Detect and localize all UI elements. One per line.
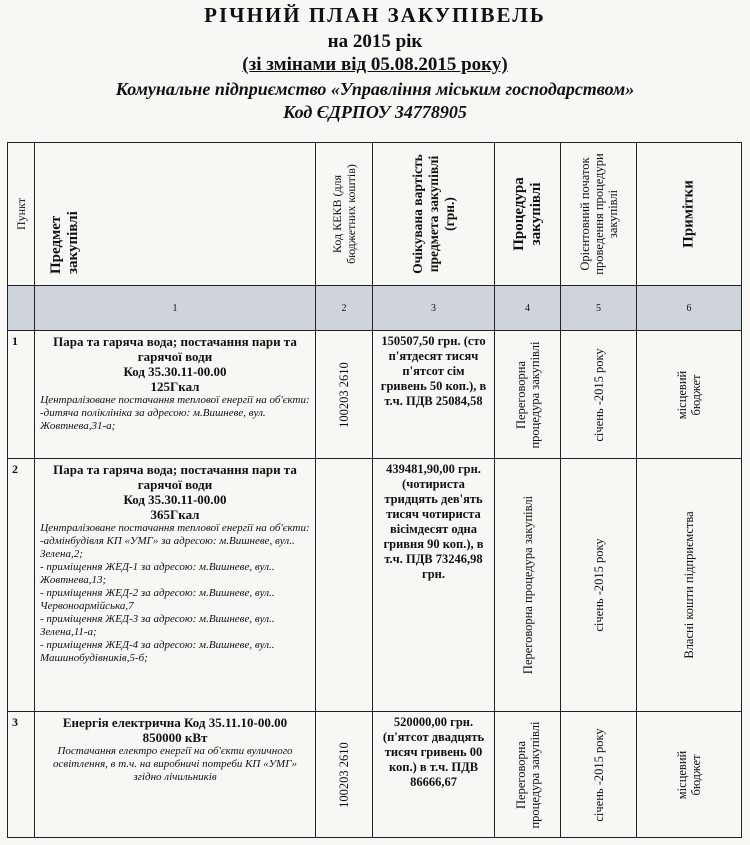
column-number-row <box>8 286 742 331</box>
row-subject <box>35 712 316 838</box>
table-header-row <box>8 143 742 286</box>
subject-code: Код 35.30.11-00.00 <box>123 364 227 379</box>
row-procedure: Переговорна процедура закупівлі <box>495 331 561 459</box>
row-kekv <box>316 459 373 712</box>
row-start: січень -2015 року <box>561 712 637 838</box>
subject-quantity: 125Гкал <box>150 379 200 394</box>
row-procedure: Переговорна процедура закупівлі <box>495 459 561 712</box>
row-notes: Власні кошти підприємства <box>637 459 742 712</box>
row-notes: місцевий бюджет <box>637 331 742 459</box>
column-header: Примітки <box>637 143 742 286</box>
subject-name: Пара та гаряча вода; постачання пари та гарячої води <box>53 334 297 364</box>
organization-name: Комунальне підприємство «Управління міським господарством» <box>115 79 635 99</box>
document-changes: (зі змінами від 05.08.2015 року) <box>242 54 508 75</box>
column-header: Код КЕКВ (для бюджетних коштів) <box>316 143 373 286</box>
row-number: 1 <box>8 331 35 459</box>
column-number: 6 <box>637 286 742 331</box>
subject-address: - приміщення ЖЕД-1 за адресою: м.Вишневе, вул.. Жовтнева,13; <box>40 561 275 586</box>
subject-description: Централізоване постачання теплової енергії на об'єкти: <box>40 522 310 534</box>
subject-address: - приміщення ЖЕД-4 за адресою: м.Вишневе, вул.. Машинобудівників,5-б; <box>40 639 275 664</box>
row-cost: 520000,00 грн. (п'ятсот двадцять тисяч гривень 00 коп.) в т.ч. ПДВ 86666,67 <box>373 712 495 838</box>
row-notes: місцевий бюджет <box>637 712 742 838</box>
subject-address: -дитяча поліклініка за адресою: м.Вишневе, вул. Жовтнева,31-а; <box>40 407 266 432</box>
row-kekv: 100203 2610 <box>316 331 373 459</box>
column-header: Процедура закупівлі <box>495 143 561 286</box>
column-header: Предмет закупівлі <box>35 143 316 286</box>
subject-address: - приміщення ЖЕД-2 за адресою: м.Вишневе, вул.. Червоноармійська,7 <box>40 587 275 612</box>
column-number: 1 <box>35 286 316 331</box>
subject-quantity: 365Гкал <box>150 507 200 522</box>
column-header: Очікувана вартість предмета закупівлі (грн.) <box>373 143 495 286</box>
subject-quantity: 850000 кВт <box>142 730 208 745</box>
table-row <box>8 459 742 712</box>
subject-name: Пара та гаряча вода; постачання пари та гарячої води <box>53 462 297 492</box>
column-number: 5 <box>561 286 637 331</box>
row-cost: 150507,50 грн. (сто п'ятдесят тисяч п'ятсот сім гривень 50 коп.), в т.ч. ПДВ 25084,58 <box>373 331 495 459</box>
row-procedure: Переговорна процедура закупівлі <box>495 712 561 838</box>
column-number: 4 <box>495 286 561 331</box>
row-number: 3 <box>8 712 35 838</box>
column-header: Пункт <box>8 143 35 286</box>
subject-description: Централізоване постачання теплової енергії на об'єкти: <box>40 394 310 406</box>
row-cost: 439481,90,00 грн. (чотириста тридцять дев'ять тисяч чотириста вісімдесят одна гривня 90 коп.), в т.ч. ПДВ 73246,98 грн. <box>373 459 495 712</box>
row-subject <box>35 331 316 459</box>
row-subject <box>35 459 316 712</box>
subject-address: - приміщення ЖЕД-3 за адресою: м.Вишневе, вул.. Зелена,11-а; <box>40 613 275 638</box>
document-year: на 2015 рік <box>327 31 423 52</box>
row-start: січень -2015 року <box>561 459 637 712</box>
column-number: 3 <box>373 286 495 331</box>
row-start: січень -2015 року <box>561 331 637 459</box>
subject-description: Постачання електро енергії на об'єкти вуличного освітлення, в т.ч. на виробничі потреби КП «УМГ» згідно лічильників <box>53 745 297 783</box>
subject-code: Код 35.30.11-00.00 <box>123 492 227 507</box>
subject-name: Енергія електрична Код 35.11.10-00.00 <box>62 715 288 730</box>
organization-code: Код ЄДРПОУ 34778905 <box>283 102 467 122</box>
procurement-table <box>7 142 742 838</box>
document-title: РІЧНИЙ ПЛАН ЗАКУПІВЕЛЬ <box>204 3 546 27</box>
column-header: Орієнтовний початок проведення процедури закупівлі <box>561 143 637 286</box>
subject-address: -адмінбудівля КП «УМГ» за адресою: м.Вишневе, вул.. Зелена,2; <box>40 535 295 560</box>
table-row <box>8 712 742 838</box>
row-number: 2 <box>8 459 35 712</box>
table-row <box>8 331 742 459</box>
column-number: 2 <box>316 286 373 331</box>
row-kekv: 100203 2610 <box>316 712 373 838</box>
column-number <box>8 286 35 331</box>
